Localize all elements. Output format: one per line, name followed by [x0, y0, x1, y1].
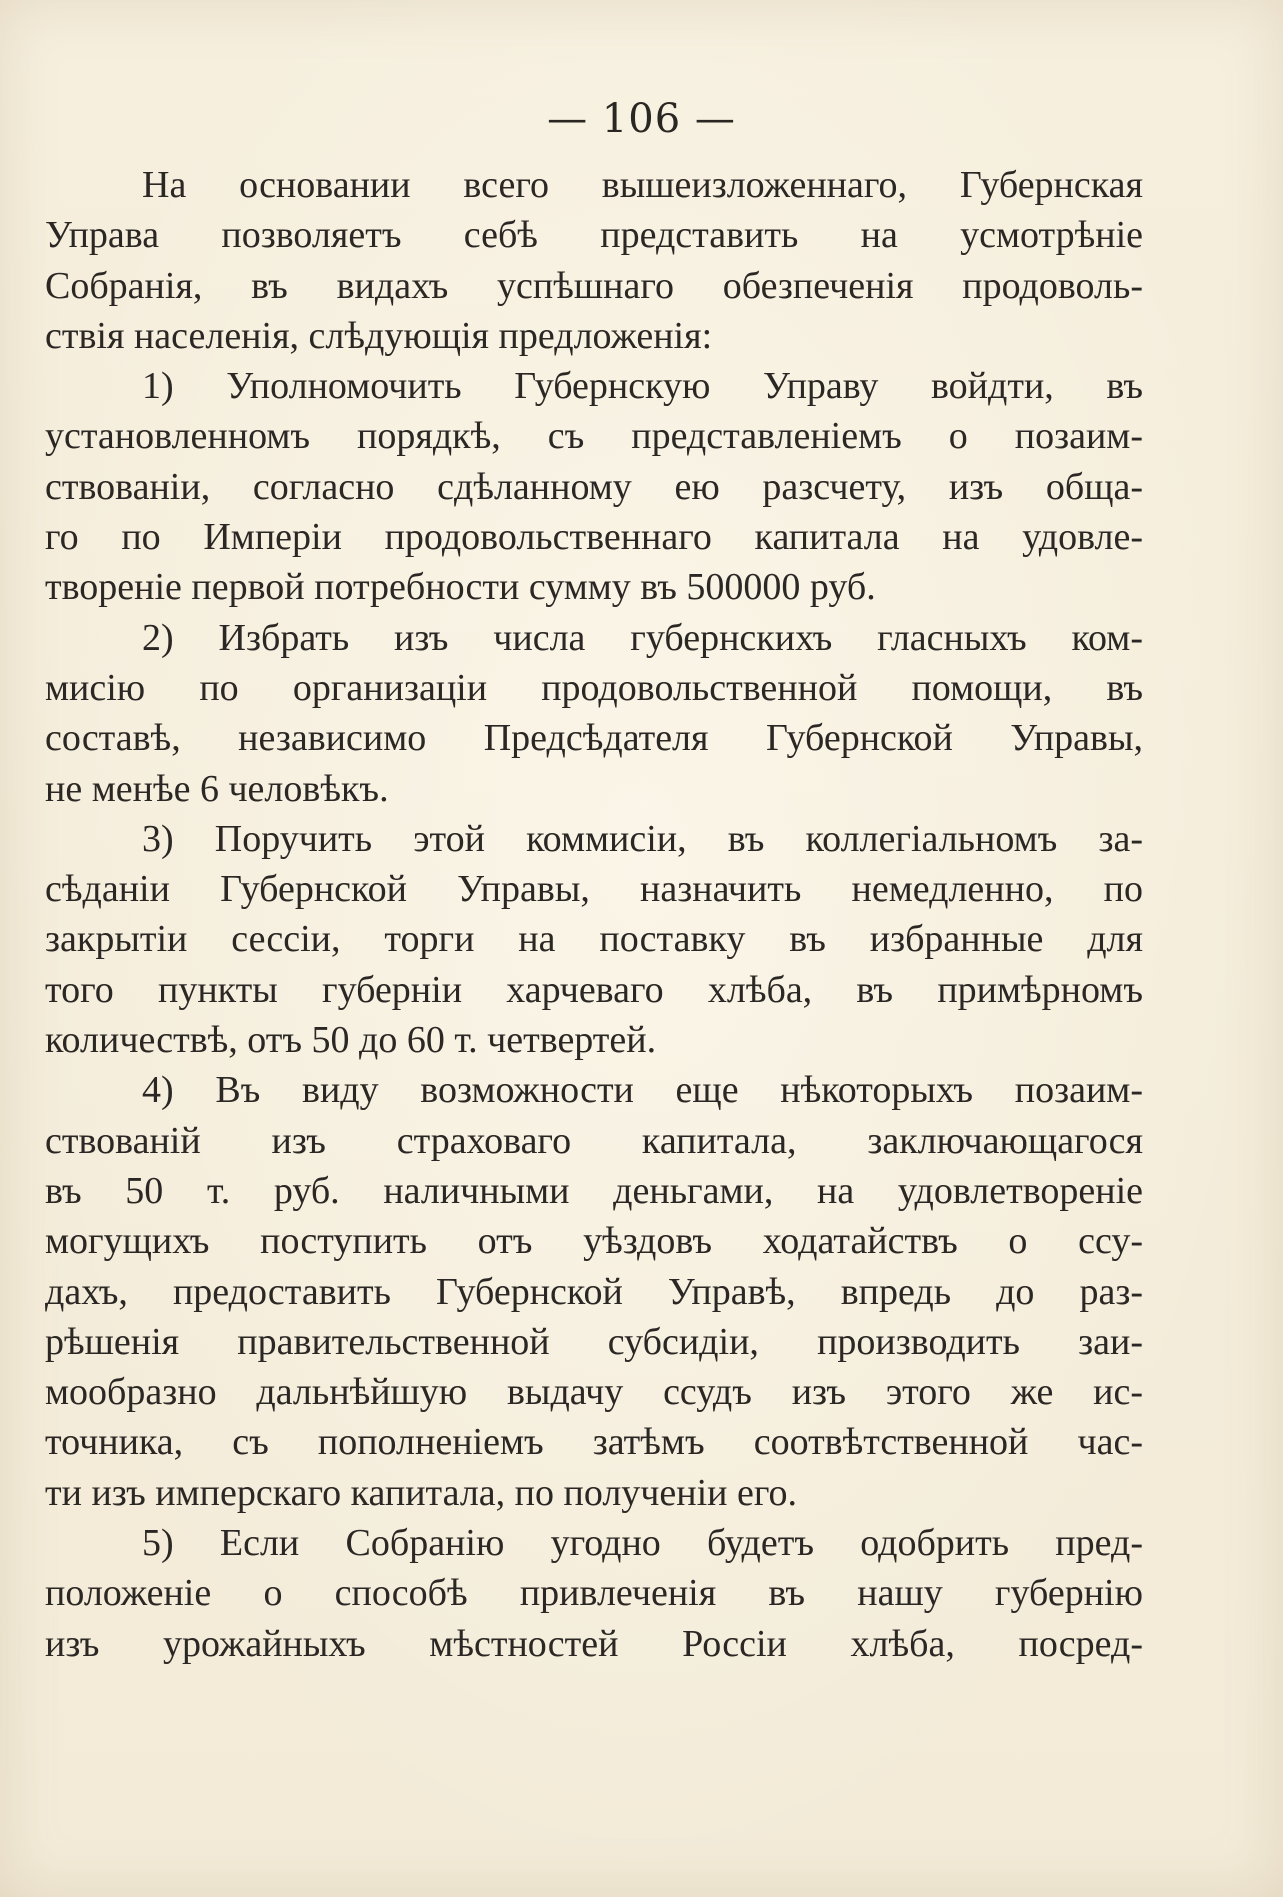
text-line: дахъ, предоставить Губернской Управѣ, впредь до раз- [45, 1270, 1143, 1313]
page-number: — 106 — [547, 96, 736, 142]
text-line: 4) Въ виду возможности еще нѣкоторыхъ позаим- [142, 1069, 1143, 1112]
text-line: ствія населенія, слѣдующія предложенія: [45, 314, 713, 357]
text-line: 3) Поручить этой коммисіи, въ коллегіальномъ за- [142, 817, 1143, 860]
text-line: сѣданіи Губернской Управы, назначить немедленно, по [45, 868, 1143, 911]
text-line: закрытіи сессіи, торги на поставку въ избранные для [45, 918, 1143, 961]
text-line: количествѣ, отъ 50 до 60 т. четвертей. [45, 1019, 657, 1062]
text-line: мисію по организаціи продовольственной помощи, въ [45, 666, 1143, 709]
text-line: го по Имперіи продовольственнаго капитала на удовле- [45, 516, 1143, 559]
text-line: На основании всего вышеизложеннаго, Губернская [142, 164, 1143, 206]
text-line: того пункты губерніи харчеваго хлѣба, въ примѣрномъ [45, 968, 1143, 1011]
text-line: точника, съ пополненіемъ затѣмъ соотвѣтственной час- [45, 1421, 1143, 1464]
text-line: 1) Уполномочить Губернскую Управу войдти, въ [142, 365, 1143, 408]
text-line: 2) Избрать изъ числа губернскихъ гласныхъ ком- [142, 616, 1143, 659]
text-line: рѣшенія правительственной субсидіи, производить заи- [45, 1320, 1143, 1363]
text-line: Собранія, въ видахъ успѣшнаго обезпеченія продоволь- [45, 264, 1143, 307]
text-line: Управа позволяетъ себѣ представить на усмотрѣніе [45, 214, 1143, 257]
text-line: положеніе о способѣ привлеченія въ нашу губернію [45, 1572, 1143, 1615]
text-line: ствованіи, согласно сдѣланному ею разсчету, изъ обща- [45, 465, 1143, 508]
text-line: ти изъ имперскаго капитала, по полученіи его. [45, 1471, 798, 1514]
text-line: твореніе первой потребности сумму въ 500000 руб. [45, 566, 876, 609]
text-line: 5) Если Собранію угодно будетъ одобрить пред- [142, 1522, 1143, 1565]
body-text [45, 160, 1143, 1669]
text-line: ствованій изъ страховаго капитала, заключающагося [45, 1119, 1143, 1162]
text-line: изъ урожайныхъ мѣстностей Россіи хлѣба, посред- [45, 1622, 1143, 1665]
text-line: установленномъ порядкѣ, съ представленіемъ о позаим- [45, 415, 1143, 458]
text-line: мообразно дальнѣйшую выдачу ссудъ изъ этого же ис- [45, 1371, 1143, 1414]
text-line: составѣ, независимо Предсѣдателя Губернской Управы, [45, 717, 1143, 760]
text-line: не менѣе 6 человѣкъ. [45, 767, 389, 810]
text-line: могущихъ поступить отъ уѣздовъ ходатайствъ о ссу- [45, 1220, 1143, 1263]
text-line: въ 50 т. руб. наличными деньгами, на удовлетвореніе [45, 1169, 1143, 1212]
